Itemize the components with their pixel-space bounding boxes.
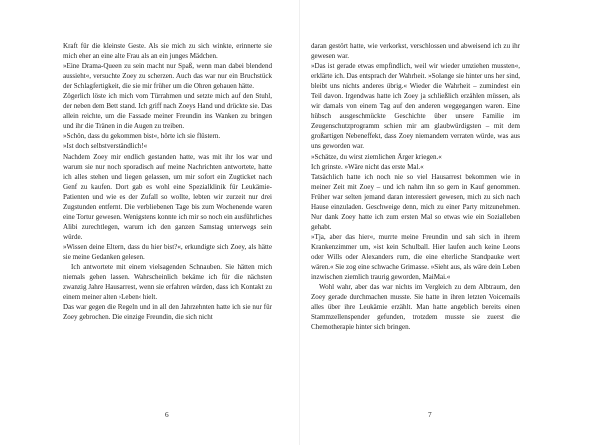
paragraph: »Wissen deine Eltern, dass du hier bist?«, erkundigte sich Zoey, als hätte sie meine Gedanken gelesen.: [63, 242, 272, 261]
page-number-right: 7: [428, 410, 432, 419]
paragraph: Ich antwortete mit einem vielsagenden Schnauben. Sie hätten mich niemals gehen lassen. Wahrscheinlich bekäme ich für die nächsten zwanzig Jahre Hausarrest, wenn sie erfahren würden, dass ich Kontakt zu einem meiner alten ›Leben‹ hielt.: [63, 263, 272, 302]
paragraph: »Das ist gerade etwas empfindlich, weil wir wieder umziehen mussten«, erklärte ich. Das entsprach der Wahrheit. »Solange sie hinter uns her sind, bleibt uns nichts anderes übrig.« Wieder die Wahrheit – zumindest ein Teil davon. Irgendwas hatte ich Zoey ja schließlich erzählen müssen, als wir damals von einem Tag auf den anderen weggegangen waren. Eine hübsch ausgeschmückte Geschichte über unsere Familie im Zeugenschutzprogramm schien mir am glaubwürdigsten – mit dem großartigen Nebeneffekt, dass Zoey niemandem verraten würde, was aus uns geworden war.: [311, 62, 520, 151]
paragraph: »Schön, dass du gekommen bist«, hörte ich sie flüstern.: [63, 132, 221, 141]
paragraph: Tatsächlich hatte ich noch nie so viel Hausarrest bekommen wie in meiner Zeit mit Zoey – und ich nahm ihn so gern in Kauf genommen. Früher war selten jemand daran interessiert gewesen, mich zu sich nach Hause einzuladen. Geschweige denn, mich zu einer Party mitzunehmen. Nur dank Zoey hatte ich zum ersten Mal so etwas wie ein Sozialleben gehabt.: [311, 172, 520, 231]
paragraph: »Eine Drama-Queen zu sein macht nur Spaß, wenn man dabei blendend aussieht«, versuchte Zoey zu scherzen. Auch das war nur ein Bruchstück der Schlagfertigkeit, die sie mir früher um die Ohren gehauen hätte.: [63, 62, 272, 91]
paragraph: Nachdem Zoey mir endlich gestanden hatte, was mit ihr los war und warum sie nur noch sporadisch auf meine Nachrichten antwortete, hatte ich alles stehen und liegen gelassen, um mir sofort ein Zugticket nach Genf zu kaufen. Dort gab es wohl eine Spezialklinik für Leukämie-Patienten und wie es der Zufall so wollte, lebten wir zurzeit nur drei Zugstunden entfernt. Die verbliebenen Tage bis zum Wochenende waren eine Tortur gewesen. Wenigstens konnte ich mir so noch ein ausführliches Alibi zurechtlegen, warum ich den ganzen Samstag unterwegs sein würde.: [63, 152, 272, 241]
paragraph: Wohl wahr, aber das war nichts im Vergleich zu dem Albtraum, den Zoey gerade durchmachen musste. Sie hatte in ihren letzten Voicemails alles über ihre Leukämie erzählt. Man hatte angeblich bereits einen Stammzellenspender gefunden, trotzdem musste sie zuerst die Chemotherapie hinter sich bringen.: [311, 283, 520, 332]
paragraph: »Tja, aber das hier«, murrte meine Freundin und sah sich in ihrem Krankenzimmer um, »ist kein Schulball. Hier laufen auch keine Leons oder Wills oder Alexanders rum, die eine elterliche Standpauke wert wären.« Sie zog eine schwache Grimasse. »Sieht aus, als wäre dein Leben inzwischen ziemlich traurig geworden, MaiMai.«: [311, 232, 520, 282]
right-page-text: [311, 41, 520, 332]
paragraph: »Ist doch selbstverständlich!«: [63, 142, 148, 151]
paragraph: »Schätze, du wirst ziemlichen Ärger kriegen.«: [311, 152, 442, 161]
paragraph: Ich grinste. »Wäre nicht das erste Mal.«: [311, 162, 424, 171]
paragraph: Das war gegen die Regeln und in all den Jahrzehnten hatte ich sie nur für Zoey gebrochen. Die einzige Freundin, die sich nicht: [63, 303, 272, 322]
page-number-left: 6: [165, 410, 169, 419]
paragraph: daran gestört hatte, wie verkorkst, verschlossen und abweisend ich zu ihr gewesen war.: [311, 42, 520, 61]
paragraph: Kraft für die kleinste Geste. Als sie mich zu sich winkte, erinnerte sie mich eher an eine alte Frau als an ein junges Mädchen.: [63, 42, 272, 61]
paragraph: Zögerlich löste ich mich vom Türrahmen und setzte mich auf den Stuhl, der neben dem Bett stand. Ich griff nach Zoeys Hand und drückte sie. Das allein reichte, um die Fassade meiner Freundin ins Wanken zu bringen und ihr die Tränen in die Augen zu treiben.: [63, 92, 272, 131]
